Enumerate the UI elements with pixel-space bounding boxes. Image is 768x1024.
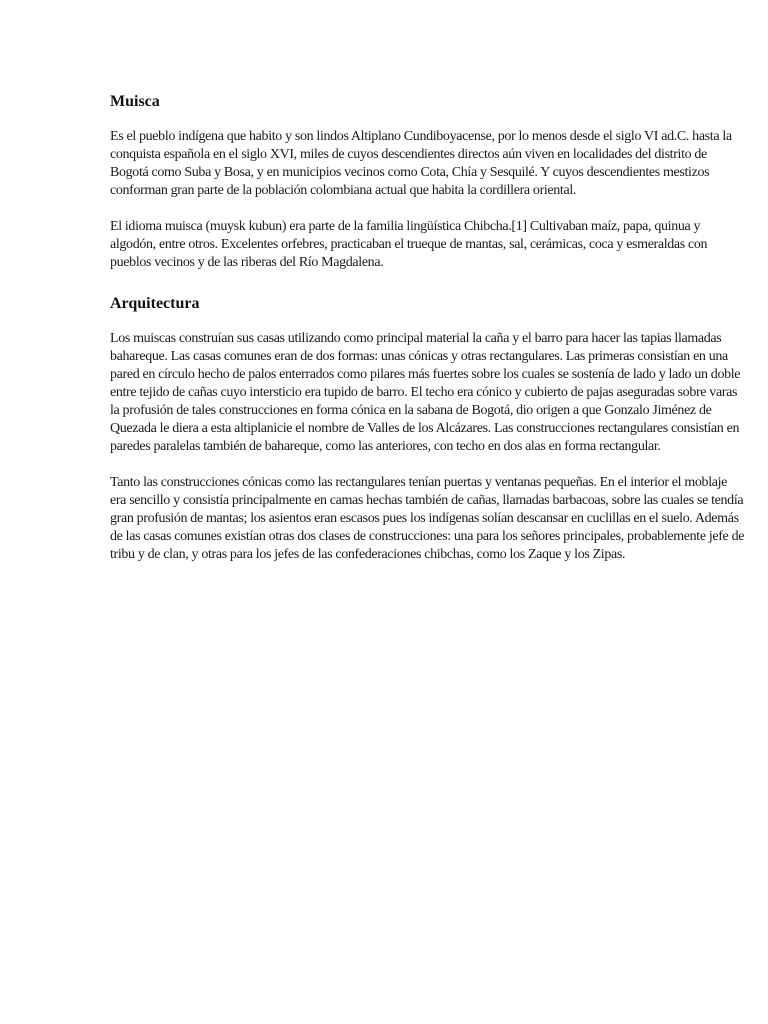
paragraph: Los muiscas construían sus casas utilizando como principal material la caña y el barro para hacer las tapias llamadas bahareque. Las casas comunes eran de dos formas: unas cónicas y otras rectangulares. Las primeras consistían en una pared en círculo hecho de palos enterrados como pilares más fuertes sobre los cuales se sostenía de lado y lado un doble entre tejido de cañas cuyo intersticio era tupido de barro. El techo era cónico y cubierto de pajas aseguradas sobre varas la profusión de tales construcciones en forma cónica en la sabana de Bogotá, dio origen a que Gonzalo Jiménez de Quezada le diera a esta altiplanicie el nombre de Valles de los Alcázares. Las construcciones rectangulares consistían en paredes paralelas también de bahareque, como las anteriores, con techo en dos alas en forma rectangular. <box>110 331 741 454</box>
paragraph: Es el pueblo indígena que habito y son lindos Altiplano Cundiboyacense, por lo menos desde el siglo VI ad.C. hasta la conquista española en el siglo XVI, miles de cuyos descendientes directos aún viven en localidades del distrito de Bogotá como Suba y Bosa, y en municipios vecinos como Cota, Chía y Sesquilé. Y cuyos descendientes mestizos conforman gran parte de la población colombiana actual que habita la cordillera oriental. <box>110 129 732 198</box>
section-heading: Muisca <box>110 93 160 110</box>
document-body <box>110 92 746 564</box>
paragraph: El idioma muisca (muysk kubun) era parte de la familia lingüística Chibcha.[1] Cultivaban maíz, papa, quinua y algodón, entre otros. Excelentes orfebres, practicaban el trueque de mantas, sal, cerámicas, coca y esmeraldas con pueblos vecinos y de las riberas del Río Magdalena. <box>110 219 708 270</box>
section-muisca <box>110 92 746 272</box>
section-arquitectura <box>110 294 746 564</box>
paragraph: Tanto las construcciones cónicas como las rectangulares tenían puertas y ventanas pequeñas. En el interior el moblaje era sencillo y consistía principalmente en camas hechas también de cañas, llamadas barbacoas, sobre las cuales se tendía gran profusión de mantas; los asientos eran escasos pues los indígenas solían descansar en cuclillas en el suelo. Además de las casas comunes existían otras dos clases de construcciones: una para los señores principales, probablemente jefe de tribu y de clan, y otras para los jefes de las confederaciones chibchas, como los Zaque y los Zipas. <box>110 475 745 562</box>
section-heading: Arquitectura <box>110 295 200 312</box>
